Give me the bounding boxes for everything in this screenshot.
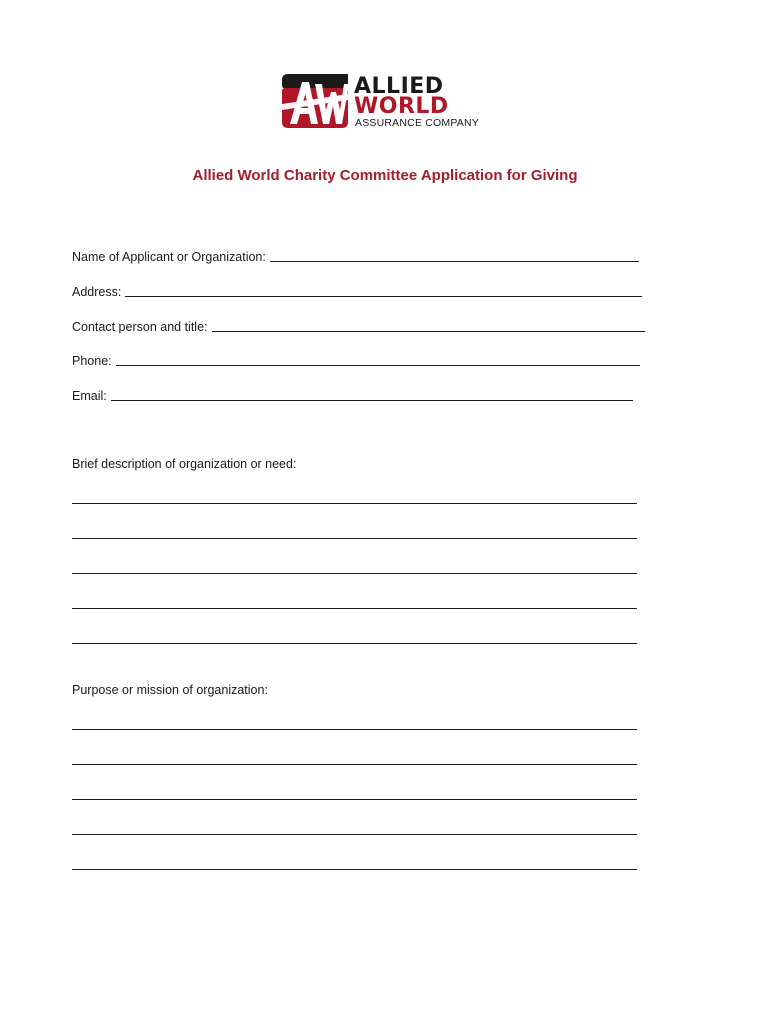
contact-person-field[interactable] bbox=[72, 317, 645, 335]
contact-person-line[interactable] bbox=[212, 331, 646, 332]
description-line[interactable] bbox=[72, 538, 637, 539]
page-title: Allied World Charity Committee Application for Giving bbox=[192, 167, 578, 184]
description-line[interactable] bbox=[72, 608, 637, 609]
applicant-name-field[interactable] bbox=[72, 247, 639, 265]
logo-assurance-text: ASSURANCE COMPANY bbox=[355, 117, 479, 129]
address-field[interactable] bbox=[72, 282, 642, 300]
address-line[interactable] bbox=[125, 296, 642, 297]
phone-label: Phone: bbox=[72, 354, 112, 368]
mission-line[interactable] bbox=[72, 764, 637, 765]
mission-line[interactable] bbox=[72, 869, 637, 870]
logo-allied-text: ALLIED bbox=[354, 74, 444, 99]
description-line[interactable] bbox=[72, 503, 637, 504]
email-label: Email: bbox=[72, 389, 107, 403]
mission-line[interactable] bbox=[72, 799, 637, 800]
description-line[interactable] bbox=[72, 573, 637, 574]
mission-section-label: Purpose or mission of organization: bbox=[72, 683, 268, 697]
description-line[interactable] bbox=[72, 643, 637, 644]
allied-world-logo bbox=[282, 74, 492, 132]
logo-world-text: WORLD bbox=[354, 94, 449, 119]
applicant-name-line[interactable] bbox=[270, 261, 639, 262]
description-section-label: Brief description of organization or need: bbox=[72, 457, 297, 471]
email-line[interactable] bbox=[111, 400, 633, 401]
mission-line[interactable] bbox=[72, 729, 637, 730]
address-label: Address: bbox=[72, 285, 122, 299]
applicant-name-label: Name of Applicant or Organization: bbox=[72, 250, 266, 264]
email-field[interactable] bbox=[72, 386, 633, 404]
mission-line[interactable] bbox=[72, 834, 637, 835]
contact-person-label: Contact person and title: bbox=[72, 320, 208, 334]
aw-monogram-icon bbox=[282, 74, 348, 128]
phone-field[interactable] bbox=[72, 351, 640, 369]
phone-line[interactable] bbox=[116, 365, 640, 366]
